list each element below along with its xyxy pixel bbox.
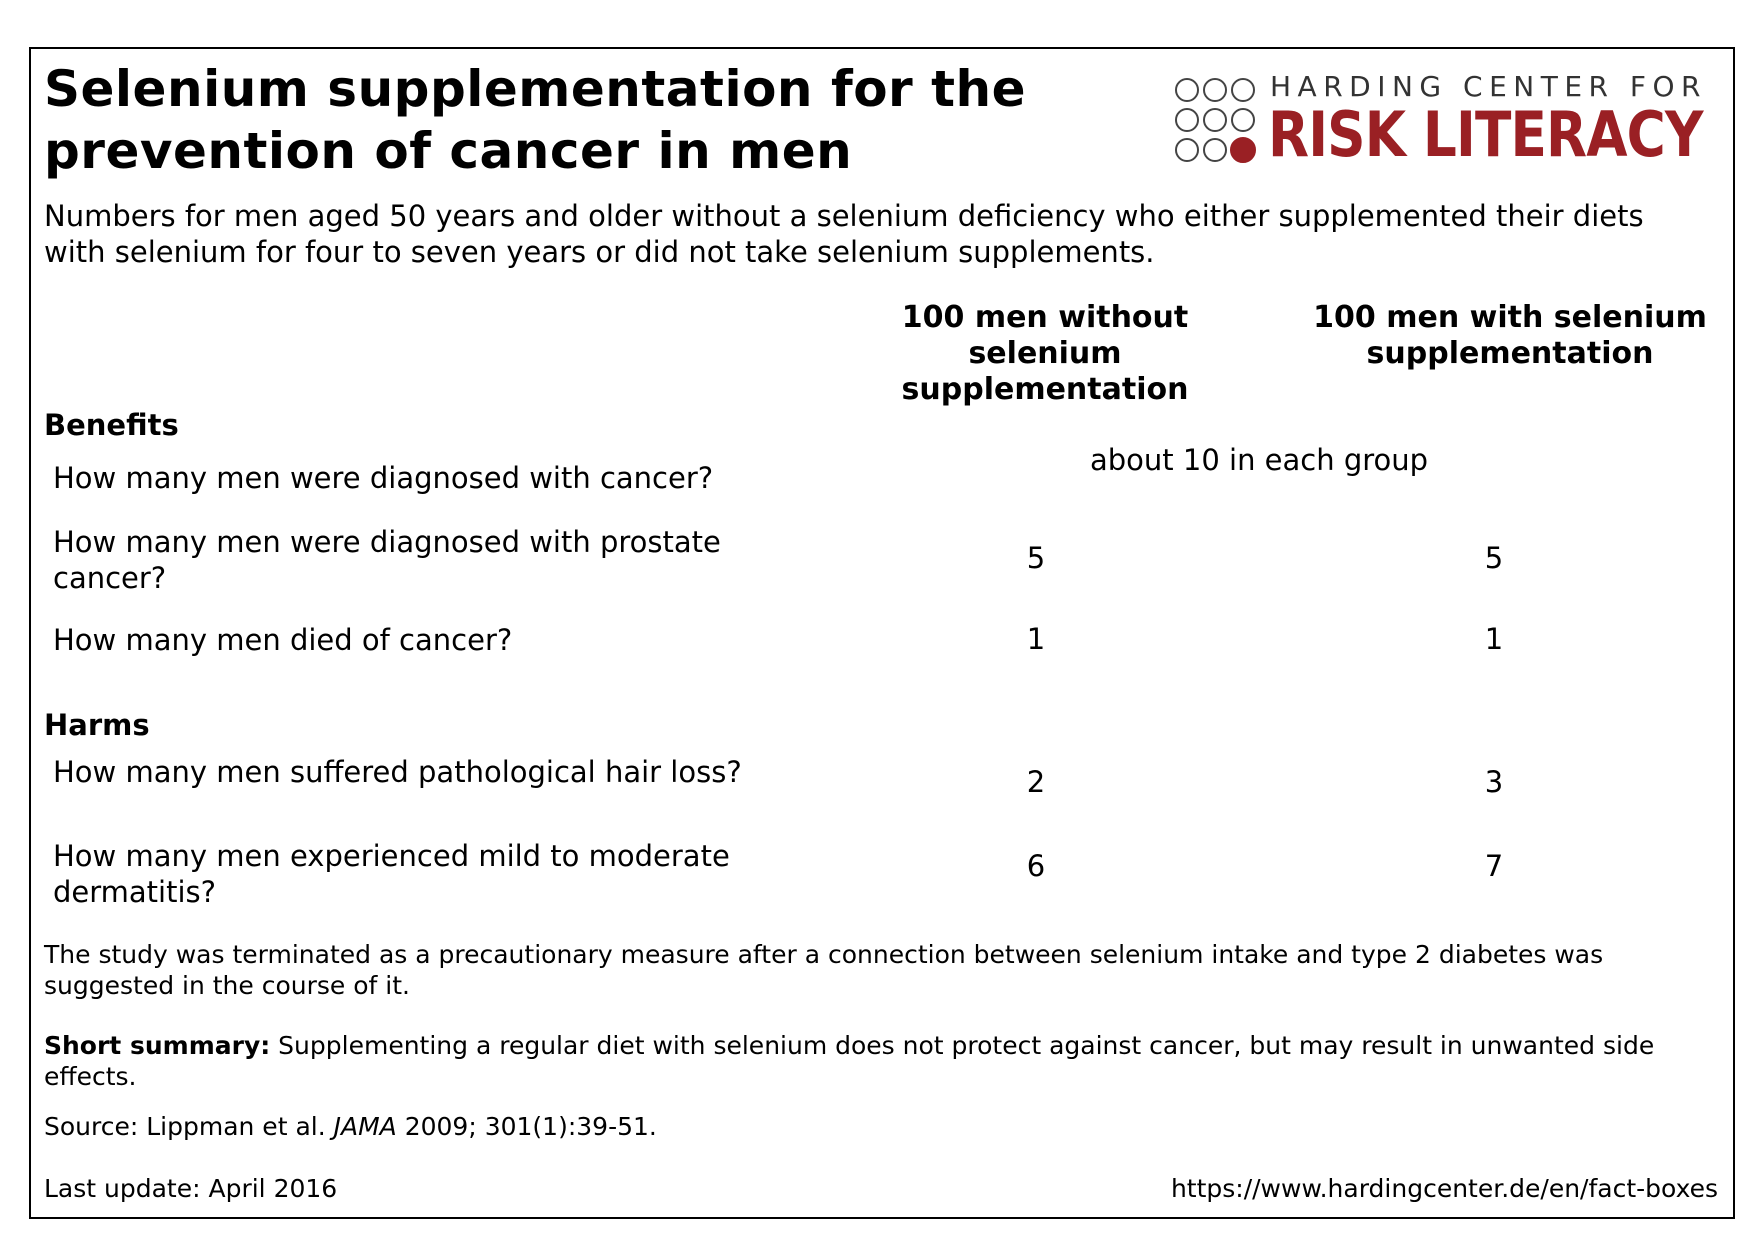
logo-dot — [1175, 138, 1199, 162]
value-with: 7 — [1484, 849, 1504, 883]
source-journal: JAMA — [333, 1112, 397, 1141]
logo-dot — [1231, 78, 1255, 102]
logo-dot-filled — [1230, 137, 1256, 163]
page-title — [44, 58, 1026, 182]
logo-main-text: RISK LITERACY — [1268, 98, 1703, 171]
source-suffix: 2009; 301(1):39-51. — [396, 1112, 657, 1141]
logo-dot — [1203, 138, 1227, 162]
short-summary-label: Short summary: — [44, 1031, 271, 1060]
short-summary-line — [44, 1030, 1654, 1061]
question-text: cancer? — [53, 561, 167, 595]
logo-dot — [1203, 108, 1227, 132]
question-text: How many men died of cancer? — [53, 623, 513, 657]
section-heading-harms: Harms — [44, 708, 150, 742]
benefit-question — [53, 622, 512, 658]
title-line-1: Selenium supplementation for the — [44, 60, 1027, 118]
value-with: 3 — [1484, 765, 1504, 799]
logo-dot — [1203, 78, 1227, 102]
short-summary-text: Supplementing a regular diet with selenium does not protect against cancer, but may result in unwanted side — [270, 1031, 1655, 1060]
logo-dot — [1175, 78, 1199, 102]
column-header-without — [880, 300, 1210, 408]
fact-boxes-link[interactable]: https://www.hardingcenter.de/en/fact-boxes — [1170, 1174, 1718, 1203]
column-header-with-line: 100 men with selenium — [1313, 300, 1707, 335]
combined-value: about 10 in each group — [1090, 443, 1429, 477]
value-with: 1 — [1484, 622, 1504, 656]
short-summary-line: effects. — [44, 1062, 137, 1091]
study-note-line: suggested in the course of it. — [44, 971, 410, 1000]
section-heading-benefits: Benefits — [44, 408, 179, 442]
column-header-with-line: supplementation — [1366, 336, 1654, 371]
short-summary — [44, 1030, 1654, 1092]
subtitle-line-2: with selenium for four to seven years or did not take selenium supplements. — [44, 235, 1155, 269]
last-update: Last update: April 2016 — [44, 1174, 338, 1203]
logo-top-text: HARDING CENTER FOR — [1270, 70, 1707, 103]
column-header-without-line: supplementation — [901, 372, 1189, 407]
value-without: 5 — [1026, 541, 1046, 575]
benefit-question — [53, 524, 721, 596]
question-text: How many men suffered pathological hair loss? — [53, 755, 742, 789]
subtitle-line-1: Numbers for men aged 50 years and older without a selenium deficiency who either supplemented their diets — [44, 199, 1644, 233]
column-header-with — [1300, 300, 1720, 372]
logo-dot — [1175, 108, 1199, 132]
study-note-line: The study was terminated as a precautionary measure after a connection between selenium intake and type 2 diabetes was — [44, 940, 1604, 969]
logo-dot — [1231, 108, 1255, 132]
value-without: 2 — [1026, 765, 1046, 799]
benefit-question — [53, 460, 713, 496]
question-text: How many men were diagnosed with prostate — [53, 525, 721, 559]
column-header-without-line: selenium — [968, 336, 1122, 371]
question-text: How many men were diagnosed with cancer? — [53, 461, 714, 495]
harding-center-logo — [1170, 70, 1720, 180]
value-without: 1 — [1026, 622, 1046, 656]
study-note — [44, 939, 1603, 1001]
title-line-2: prevention of cancer in men — [44, 122, 853, 180]
source-citation — [44, 1111, 657, 1142]
source-prefix: Source: Lippman et al. — [44, 1112, 334, 1141]
harm-question — [53, 754, 742, 790]
value-without: 6 — [1026, 849, 1046, 883]
harm-question — [53, 838, 730, 910]
value-with: 5 — [1484, 541, 1504, 575]
question-text: How many men experienced mild to moderate — [53, 839, 730, 873]
column-header-without-line: 100 men without — [901, 300, 1189, 335]
question-text: dermatitis? — [53, 875, 217, 909]
subtitle — [44, 198, 1644, 270]
